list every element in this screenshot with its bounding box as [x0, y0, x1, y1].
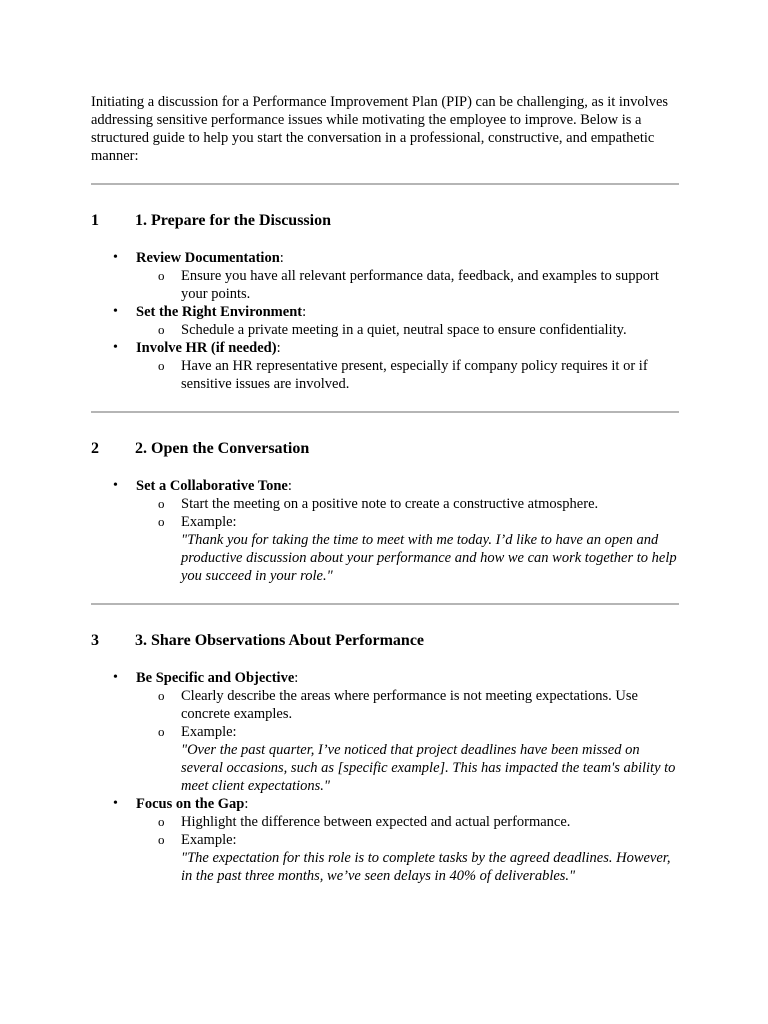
sub-list	[136, 267, 679, 303]
sub-list	[136, 495, 679, 585]
divider	[91, 603, 679, 605]
section-heading	[91, 440, 679, 458]
sub-list-item: o Start the meeting on a positive note to create a constructive atmosphere.	[158, 496, 599, 512]
bullet-list	[91, 477, 679, 585]
item-label: Be Specific and Objective	[136, 670, 295, 686]
item-label: Set a Collaborative Tone	[136, 478, 288, 494]
bullet-list	[91, 669, 679, 885]
section-prepare	[91, 212, 679, 393]
sub-list	[136, 813, 679, 885]
list-item: • Focus on the Gap: o Highlight the difference between expected and actual performance. o Example: "The expectation for this role is to complete tasks by the agreed deadlines. However, in the past three months, we’ve seen delays in 40% of deliverables."	[91, 795, 679, 885]
section-number: 2	[91, 440, 99, 457]
list-item: • Be Specific and Objective: o Clearly describe the areas where performance is not meeting expectations. Use concrete examples. o Example: "Over the past quarter, I’ve noticed that project deadlines have been missed on several occasions, such as [specific example]. This has impacted the team's ability to meet client expectations."	[91, 669, 679, 795]
sub-list-item: o Clearly describe the areas where performance is not meeting expectations. Use concrete examples.	[158, 688, 638, 722]
list-item: • Set a Collaborative Tone: o Start the meeting on a positive note to create a constructive atmosphere. o Example: "Thank you for taking the time to meet with me today. I’d like to have an open and productive discussion about your performance and how we can work together to help you succeed in your role."	[91, 477, 679, 585]
section-number: 3	[91, 632, 99, 649]
item-label: Involve HR (if needed)	[136, 340, 277, 356]
sub-list	[136, 321, 679, 339]
sub-list-item: o Example: "Thank you for taking the time to meet with me today. I’d like to have an open and productive discussion about your performance and how we can work together to help you succeed in your role."	[136, 513, 679, 585]
example-quote: "Thank you for taking the time to meet with me today. I’d like to have an open and productive discussion about your performance and how we can work together to help you succeed in your role."	[181, 532, 677, 584]
item-label: Set the Right Environment	[136, 304, 303, 320]
document-page	[91, 93, 679, 885]
section-heading	[91, 632, 679, 650]
section-observations	[91, 632, 679, 885]
sub-list-item: o Ensure you have all relevant performance data, feedback, and examples to support your points.	[158, 268, 659, 302]
list-item: • Review Documentation: o Ensure you have all relevant performance data, feedback, and examples to support your points.	[91, 249, 679, 303]
section-number: 1	[91, 212, 99, 229]
example-quote: "Over the past quarter, I’ve noticed that project deadlines have been missed on several occasions, such as [specific example]. This has impacted the team's ability to meet client expectations."	[181, 742, 676, 794]
sub-list-item: o Highlight the difference between expected and actual performance.	[158, 814, 571, 830]
section-heading	[91, 212, 679, 230]
list-item: • Involve HR (if needed): o Have an HR representative present, especially if company policy requires it or if sensitive issues are involved.	[91, 339, 679, 393]
divider	[91, 411, 679, 413]
divider	[91, 183, 679, 185]
intro-paragraph: Initiating a discussion for a Performance Improvement Plan (PIP) can be challenging, as it involves addressing sensitive performance issues while motivating the employee to improve. Below is a structured guide to help you start the conversation in a professional, constructive, and empathetic manner:	[91, 94, 669, 164]
sub-list-item: o Example: "The expectation for this role is to complete tasks by the agreed deadlines. However, in the past three months, we’ve seen delays in 40% of deliverables."	[136, 831, 679, 885]
sub-list	[136, 687, 679, 795]
sub-list-item: o Schedule a private meeting in a quiet, neutral space to ensure confidentiality.	[158, 322, 627, 338]
section-open	[91, 440, 679, 585]
section-title: 2. Open the Conversation	[135, 440, 310, 457]
section-title: 1. Prepare for the Discussion	[135, 212, 331, 229]
example-quote: "The expectation for this role is to complete tasks by the agreed deadlines. However, in the past three months, we’ve seen delays in 40% of deliverables."	[181, 850, 671, 884]
sub-list-item: o Example: "Over the past quarter, I’ve noticed that project deadlines have been missed on several occasions, such as [specific example]. This has impacted the team's ability to meet client expectations."	[136, 723, 679, 795]
section-title: 3. Share Observations About Performance	[135, 632, 425, 649]
sub-list	[136, 357, 679, 393]
item-label: Focus on the Gap	[136, 796, 245, 812]
sub-list-item: o Have an HR representative present, especially if company policy requires it or if sensitive issues are involved.	[158, 358, 648, 392]
bullet-list	[91, 249, 679, 393]
item-label: Review Documentation	[136, 250, 280, 266]
list-item: • Set the Right Environment: o Schedule a private meeting in a quiet, neutral space to ensure confidentiality.	[91, 303, 679, 339]
